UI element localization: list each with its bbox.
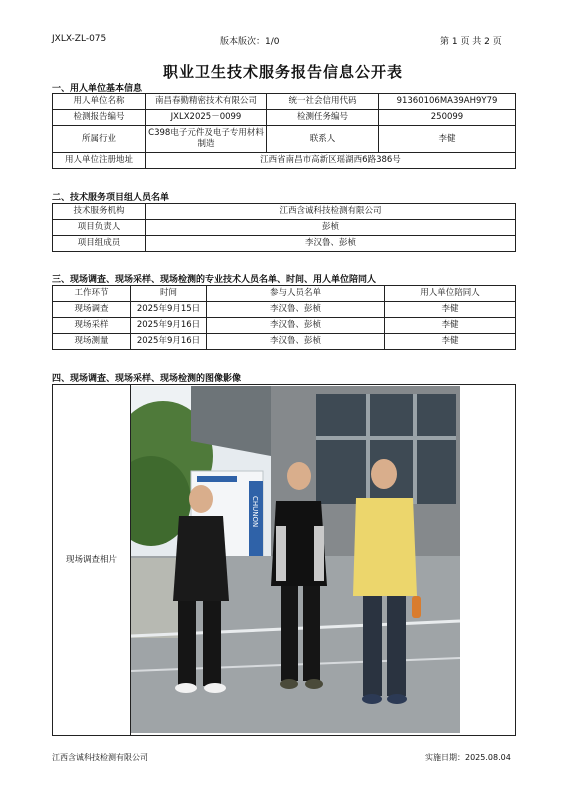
table-row [53, 236, 516, 252]
label-cell: 检测任务编号 [267, 110, 379, 126]
table-cell: 2025年9月16日 [131, 334, 207, 350]
person-head [371, 459, 397, 489]
footer-date: 实施日期：2025.08.04 [425, 753, 511, 762]
section-heading-1: 一、用人单位基本信息 [52, 84, 143, 94]
label-cell: 统一社会信用代码 [267, 94, 379, 110]
table-cell: 现场采样 [53, 318, 131, 334]
version-label: 版本版次：1/0 [220, 37, 280, 47]
basic-info-table [52, 93, 516, 169]
value-cell: 江西省南昌市高新区瑶湖西6路386号 [146, 153, 516, 169]
person-sleeve [276, 526, 286, 581]
table-cell: 李健 [385, 318, 516, 334]
value-cell: 李汉鲁、彭桢 [146, 236, 516, 252]
value-cell: C398电子元件及电子专用材料制造 [146, 126, 267, 153]
value-cell: 李健 [379, 126, 516, 153]
sign-text: CHUNON [251, 496, 259, 528]
fieldwork-table [52, 285, 516, 350]
person-shoe [175, 683, 197, 693]
person-legs [178, 601, 196, 686]
label-cell: 项目负责人 [53, 220, 146, 236]
site-photo-illustration [131, 386, 460, 733]
table-row [53, 302, 516, 318]
person-legs [303, 586, 320, 681]
person-head [189, 485, 213, 513]
person-shirt [353, 498, 417, 596]
person-shoe [305, 679, 323, 689]
person-shoe [387, 694, 407, 704]
table-row [53, 334, 516, 350]
label-cell: 项目组成员 [53, 236, 146, 252]
page-title: 职业卫生技术服务报告信息公开表 [162, 63, 403, 81]
person-legs [203, 601, 221, 686]
value-cell: 91360106MA39AH9Y79 [379, 94, 516, 110]
table-cell: 现场测量 [53, 334, 131, 350]
site-survey-photo [131, 386, 460, 733]
sign-logo [197, 476, 237, 482]
table-header-row [53, 286, 516, 302]
value-cell: JXLX2025－0099 [146, 110, 267, 126]
section-heading-4: 四、现场调查、现场采样、现场检测的图像影像 [52, 374, 242, 384]
column-header: 时间 [131, 286, 207, 302]
table-cell: 李汉鲁、彭桢 [207, 302, 385, 318]
person-shirt [173, 516, 229, 601]
person-legs [363, 596, 382, 696]
team-table [52, 203, 516, 252]
table-cell: 李汉鲁、彭桢 [207, 318, 385, 334]
table-row [53, 204, 516, 220]
person-shoe [280, 679, 298, 689]
section-heading-3: 三、现场调查、现场采样、现场检测的专业技术人员名单、时间、用人单位陪同人 [52, 275, 377, 285]
window-frame [413, 394, 417, 504]
table-row [53, 153, 516, 169]
column-header: 参与人员名单 [207, 286, 385, 302]
drink-bottle [412, 596, 421, 618]
table-row [53, 220, 516, 236]
page-number: 第 1 页 共 2 页 [440, 37, 502, 47]
person-legs [387, 596, 406, 696]
label-cell: 联系人 [267, 126, 379, 153]
person-shoe [204, 683, 226, 693]
column-header: 工作环节 [53, 286, 131, 302]
window-frame [366, 394, 370, 504]
table-cell: 2025年9月15日 [131, 302, 207, 318]
label-cell: 用人单位注册地址 [53, 153, 146, 169]
footer-company: 江西含诚科技检测有限公司 [52, 753, 148, 762]
label-cell: 所属行业 [53, 126, 146, 153]
value-cell: 250099 [379, 110, 516, 126]
table-row [53, 318, 516, 334]
window-frame [316, 436, 456, 440]
value-cell: 江西含诚科技检测有限公司 [146, 204, 516, 220]
table-cell: 李健 [385, 334, 516, 350]
column-header: 用人单位陪同人 [385, 286, 516, 302]
table-cell: 李健 [385, 302, 516, 318]
person-legs [281, 586, 298, 681]
photo-label: 现场调查相片 [53, 385, 131, 736]
table-row [53, 126, 516, 153]
table-row [53, 94, 516, 110]
person-shoe [362, 694, 382, 704]
table-cell: 李汉鲁、彭桢 [207, 334, 385, 350]
doc-id: JXLX-ZL-075 [52, 34, 107, 44]
label-cell: 技术服务机构 [53, 204, 146, 220]
value-cell: 彭桢 [146, 220, 516, 236]
table-cell: 2025年9月16日 [131, 318, 207, 334]
value-cell: 南昌春勤精密技术有限公司 [146, 94, 267, 110]
label-cell: 用人单位名称 [53, 94, 146, 110]
table-cell: 现场调查 [53, 302, 131, 318]
label-cell: 检测报告编号 [53, 110, 146, 126]
person-head [287, 462, 311, 490]
table-row [53, 110, 516, 126]
section-heading-2: 二、技术服务项目组人员名单 [52, 193, 170, 203]
person-sleeve [314, 526, 324, 581]
